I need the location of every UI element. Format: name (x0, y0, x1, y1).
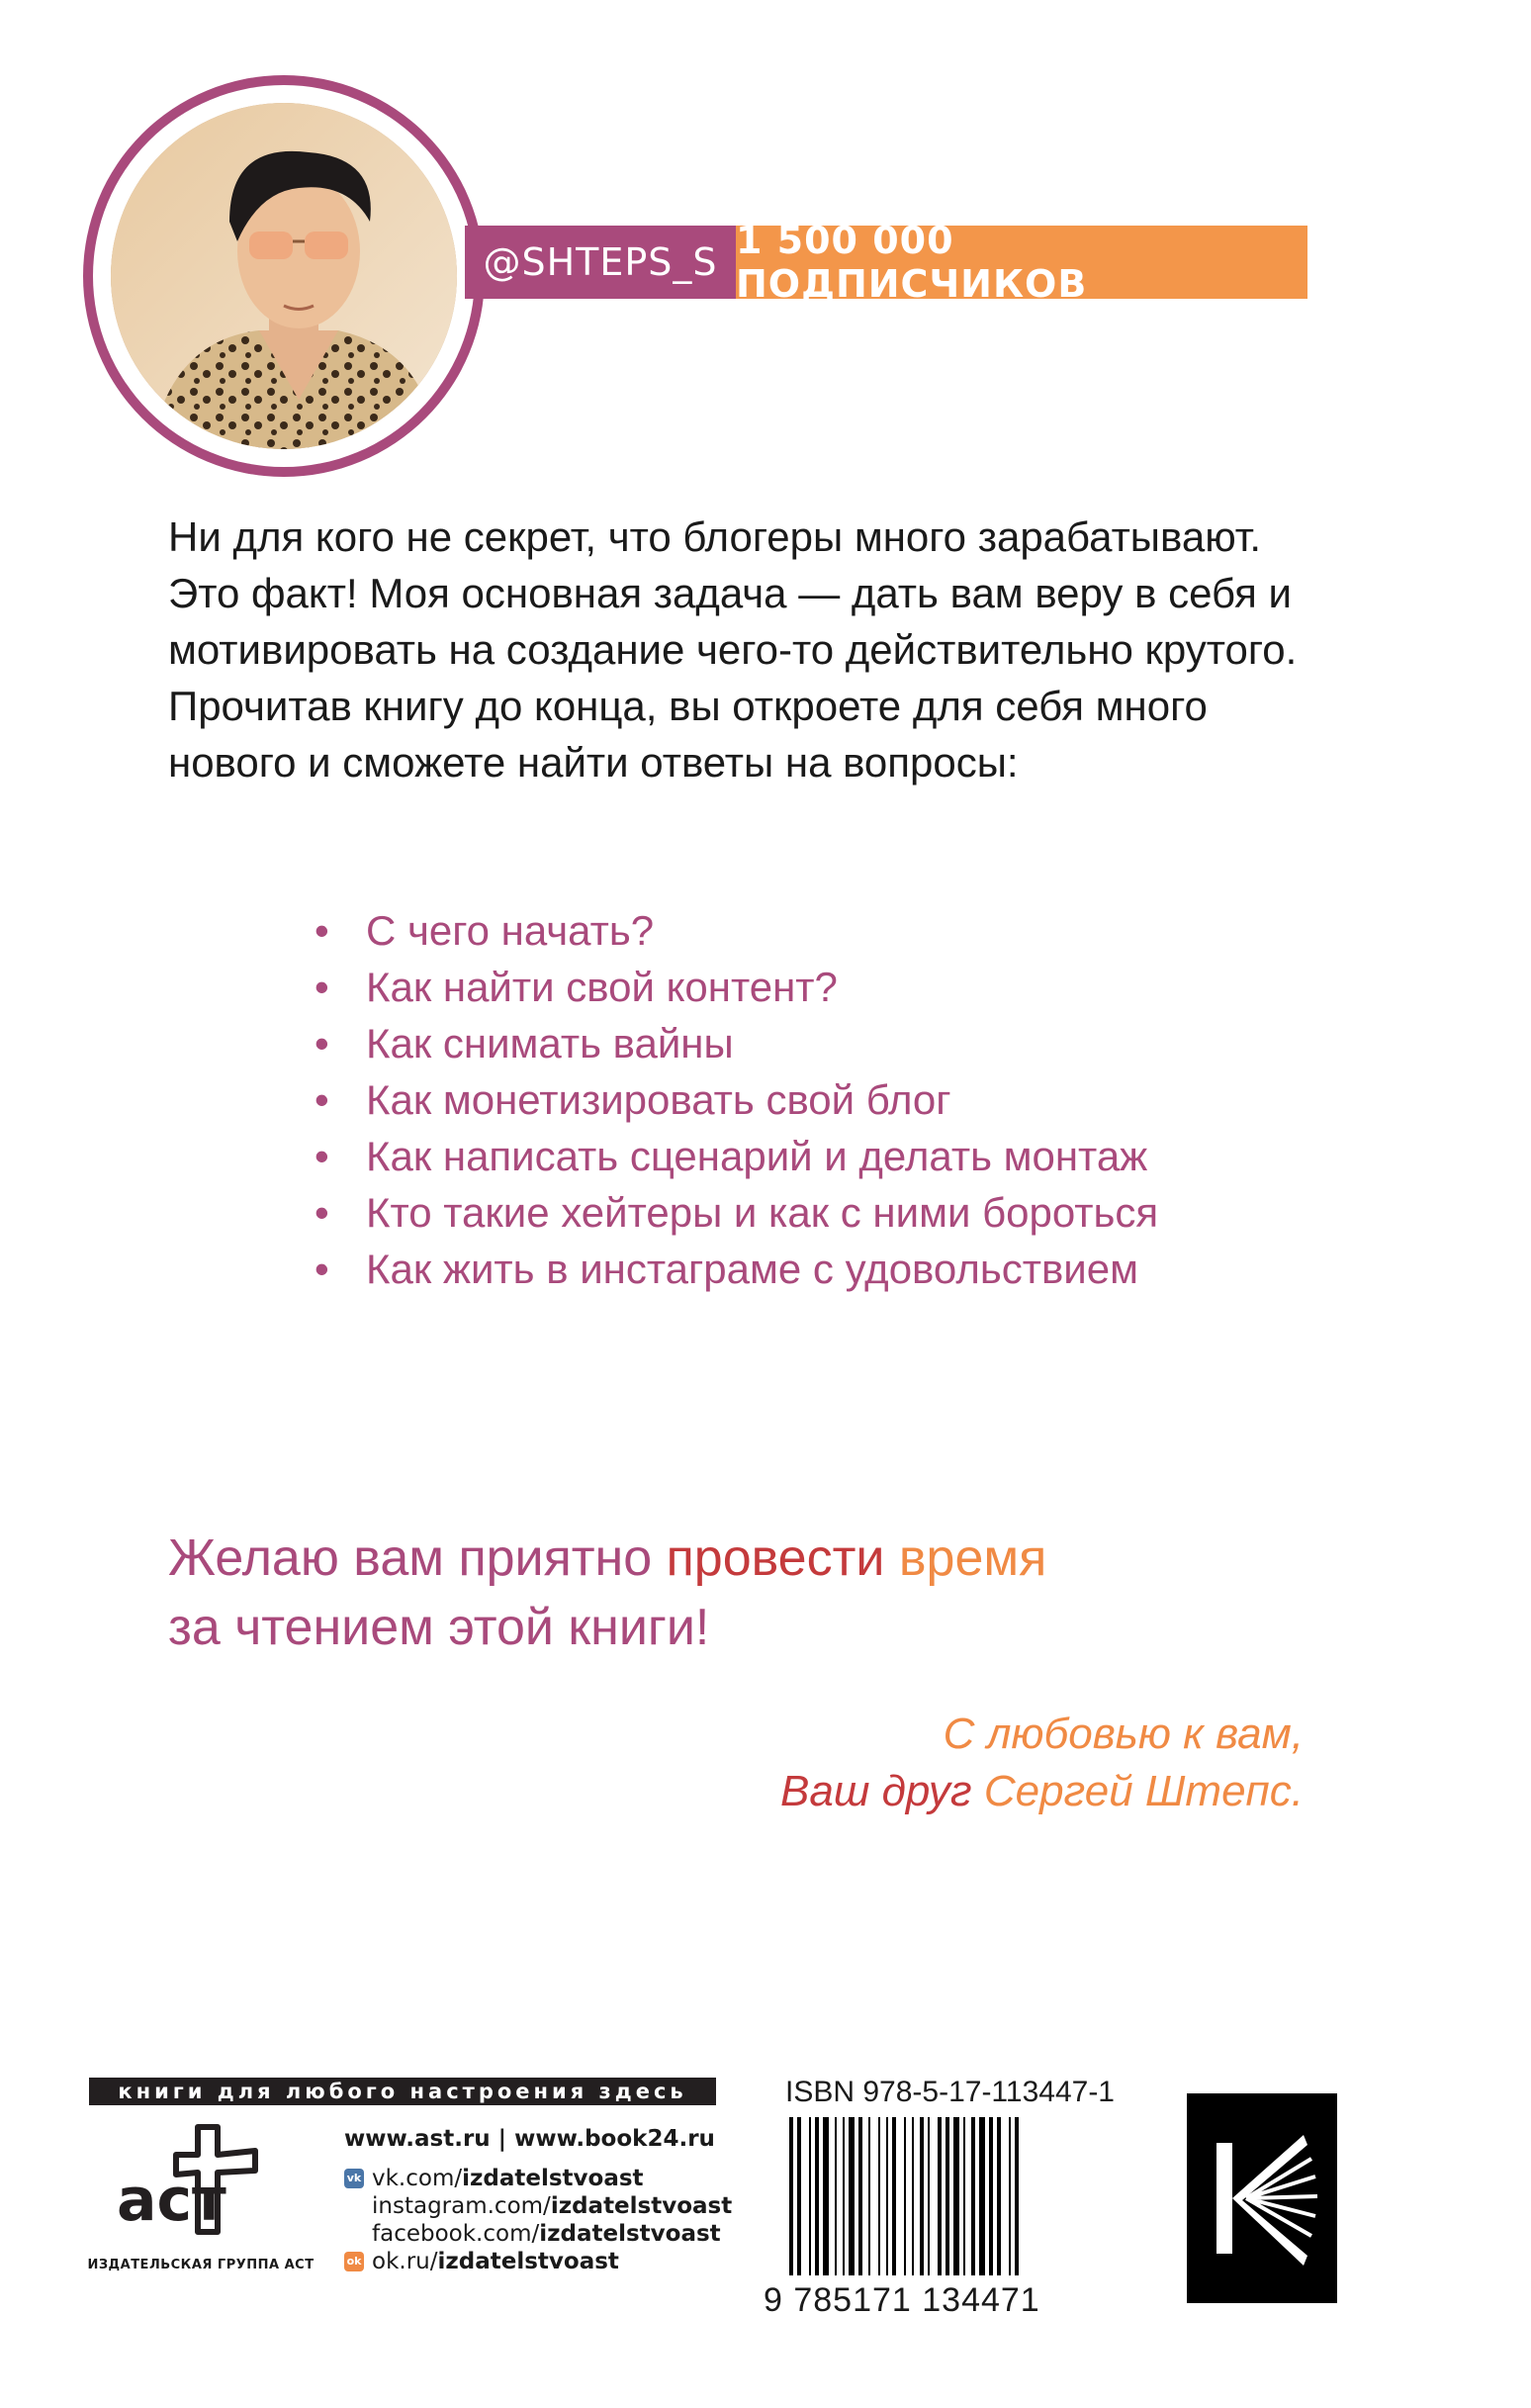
topic-item: • Как написать сценарий и делать монтаж (315, 1128, 1158, 1184)
wish-part-1: Желаю вам приятно (168, 1529, 667, 1587)
wish-line-2: за чтением этой книги! (168, 1599, 710, 1656)
barcode-bar (946, 2117, 949, 2275)
ok-link[interactable]: ok ok.ru/ izdatelstvoast (344, 2248, 732, 2275)
website-links[interactable]: www.ast.ru | www.book24.ru (344, 2126, 715, 2152)
facebook-link[interactable]: facebook.com/ izdatelstvoast (372, 2221, 721, 2247)
barcode-bar (953, 2117, 959, 2275)
barcode-bar (997, 2117, 1001, 2275)
author-portrait-illustration (111, 103, 457, 449)
intro-paragraph-1: Ни для кого не секрет, что блогеры много зарабатывают. Это факт! Моя основная задача — дать вам веру в себя и мотивировать на создание чего-то действительно крутого. (168, 513, 1298, 673)
ast-logo-text: аст (117, 2166, 226, 2235)
barcode-bar (823, 2117, 829, 2275)
barcode-bar (971, 2117, 975, 2275)
subscriber-count-badge: 1 500 000 ПОДПИСЧИКОВ (736, 226, 1307, 299)
barcode-bar (843, 2117, 845, 2275)
isbn-number: ISBN 978-5-17-113447-1 (785, 2076, 1115, 2108)
barcode-bar (904, 2117, 906, 2275)
publisher-slogan: книги для любого настроения здесь (89, 2078, 716, 2105)
topic-item: • Как найти свой контент? (315, 959, 1158, 1015)
barcode-bar (989, 2117, 993, 2275)
ok-icon: ok (344, 2252, 364, 2271)
barcode-bar (789, 2117, 793, 2275)
barcode-bar (809, 2117, 811, 2275)
wish-part-3: время (898, 1529, 1047, 1587)
barcode-bar (849, 2117, 855, 2275)
barcode-bar (892, 2117, 896, 2275)
barcode-bar (912, 2117, 914, 2275)
publisher-name: ИЗДАТЕЛЬСКАЯ ГРУППА АСТ (87, 2258, 315, 2272)
barcode-bar (1015, 2117, 1019, 2275)
instagram-link[interactable]: instagram.com/ izdatelstvoast (372, 2193, 733, 2219)
barcode-bar (938, 2117, 942, 2275)
intro-paragraph-2: Прочитав книгу до конца, вы откроете для себя много нового и сможете найти ответы на вопросы: (168, 683, 1208, 786)
wish-message (168, 1524, 1046, 1662)
publisher-links (344, 2125, 732, 2275)
barcode-bar (886, 2117, 888, 2275)
barcode-bar (835, 2117, 837, 2275)
barcode-bar (963, 2117, 965, 2275)
barcode-bar (1009, 2117, 1011, 2275)
barcode-bar (878, 2117, 880, 2275)
wish-line-1 (168, 1524, 1046, 1593)
topic-item: • С чего начать? (315, 902, 1158, 959)
vk-link[interactable]: vk vk.com/ izdatelstvoast (344, 2165, 732, 2192)
signature-line-1: С любовью к вам, (943, 1710, 1304, 1758)
ast-logo (107, 2123, 275, 2242)
k-publisher-logo (1187, 2093, 1337, 2303)
author-avatar (111, 103, 457, 449)
barcode-bar (815, 2117, 819, 2275)
barcode-digits: 9 785171 134471 (764, 2281, 1040, 2319)
topic-item: • Как монетизировать свой блог (315, 1071, 1158, 1128)
intro-text (168, 509, 1335, 790)
signature (780, 1706, 1304, 1820)
barcode-bar (928, 2117, 930, 2275)
vk-icon: vk (344, 2169, 364, 2188)
barcode-bar (868, 2117, 870, 2275)
wish-part-2: провести (666, 1529, 899, 1587)
instagram-handle-badge: @SHTEPS_S (465, 226, 736, 299)
barcode-bar (858, 2117, 862, 2275)
topic-item: • Как снимать вайны (315, 1015, 1158, 1071)
topic-item: • Кто такие хейтеры и как с ними бороться (315, 1184, 1158, 1241)
topic-item: • Как жить в инстаграме с удовольствием (315, 1241, 1158, 1297)
signature-line-2 (780, 1763, 1304, 1820)
topics-list (315, 902, 1158, 1297)
barcode-bar (797, 2117, 801, 2275)
signature-line-2a: Ваш друг (780, 1767, 984, 1815)
signature-line-2b: Сергей Штепс. (983, 1767, 1304, 1815)
barcode-bar (920, 2117, 924, 2275)
barcode-bar (979, 2117, 985, 2275)
